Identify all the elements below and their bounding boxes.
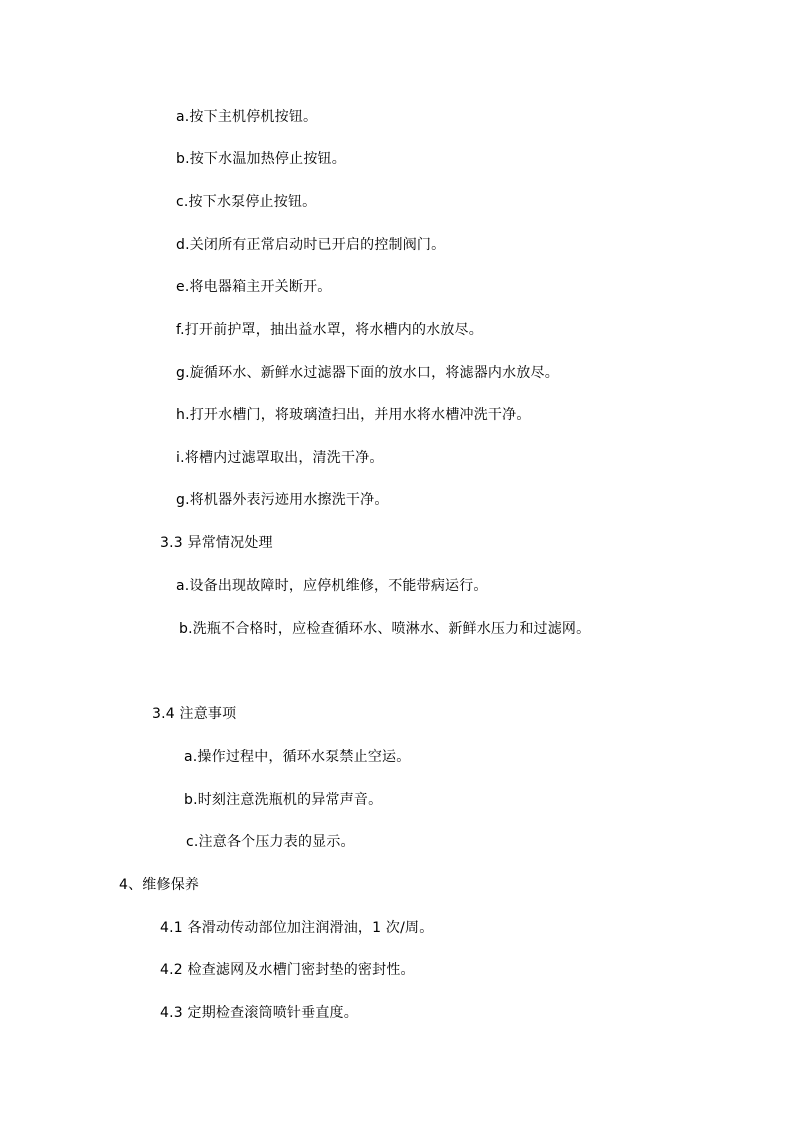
step-i-clean-filter-cover: i.将槽内过滤罩取出，清洗干净。 [176, 450, 384, 466]
section-3-4-item-c: c.注意各个压力表的显示。 [186, 834, 355, 850]
section-4-item-3: 4.3 定期检查滚筒喷针垂直度。 [160, 1005, 358, 1021]
section-3-3-item-b: b.洗瓶不合格时，应检查循环水、喷淋水、新鲜水压力和过滤网。 [179, 621, 591, 637]
section-4-heading: 4、维修保养 [119, 877, 200, 893]
step-g-drain-filters: g.旋循环水、新鲜水过滤器下面的放水口，将滤器内水放尽。 [176, 365, 559, 381]
section-3-4-item-a: a.操作过程中，循环水泵禁止空运。 [184, 749, 411, 765]
step-g-clean-exterior: g.将机器外表污迹用水擦洗干净。 [176, 492, 389, 508]
step-c-stop-pump: c.按下水泵停止按钮。 [176, 194, 317, 210]
section-3-3-heading: 3.3 异常情况处理 [160, 535, 273, 551]
section-3-3-item-a: a.设备出现故障时，应停机维修，不能带病运行。 [176, 578, 488, 594]
step-b-stop-heating: b.按下水温加热停止按钮。 [176, 151, 346, 167]
step-a-stop-main: a.按下主机停机按钮。 [176, 109, 318, 125]
section-3-4-item-b: b.时刻注意洗瓶机的异常声音。 [184, 792, 383, 808]
section-4-item-2: 4.2 检查滤网及水槽门密封垫的密封性。 [160, 962, 415, 978]
step-e-main-switch-off: e.将电器箱主开关断开。 [176, 279, 332, 295]
section-3-4-heading: 3.4 注意事项 [152, 706, 237, 722]
section-4-item-1: 4.1 各滑动传动部位加注润滑油，1 次/周。 [160, 920, 434, 936]
step-d-close-valves: d.关闭所有正常启动时已开启的控制阀门。 [176, 237, 446, 253]
step-h-clean-tank: h.打开水槽门，将玻璃渣扫出，并用水将水槽冲洗干净。 [176, 407, 531, 423]
step-f-drain-tank: f.打开前护罩，抽出益水罩，将水槽内的水放尽。 [176, 322, 483, 338]
